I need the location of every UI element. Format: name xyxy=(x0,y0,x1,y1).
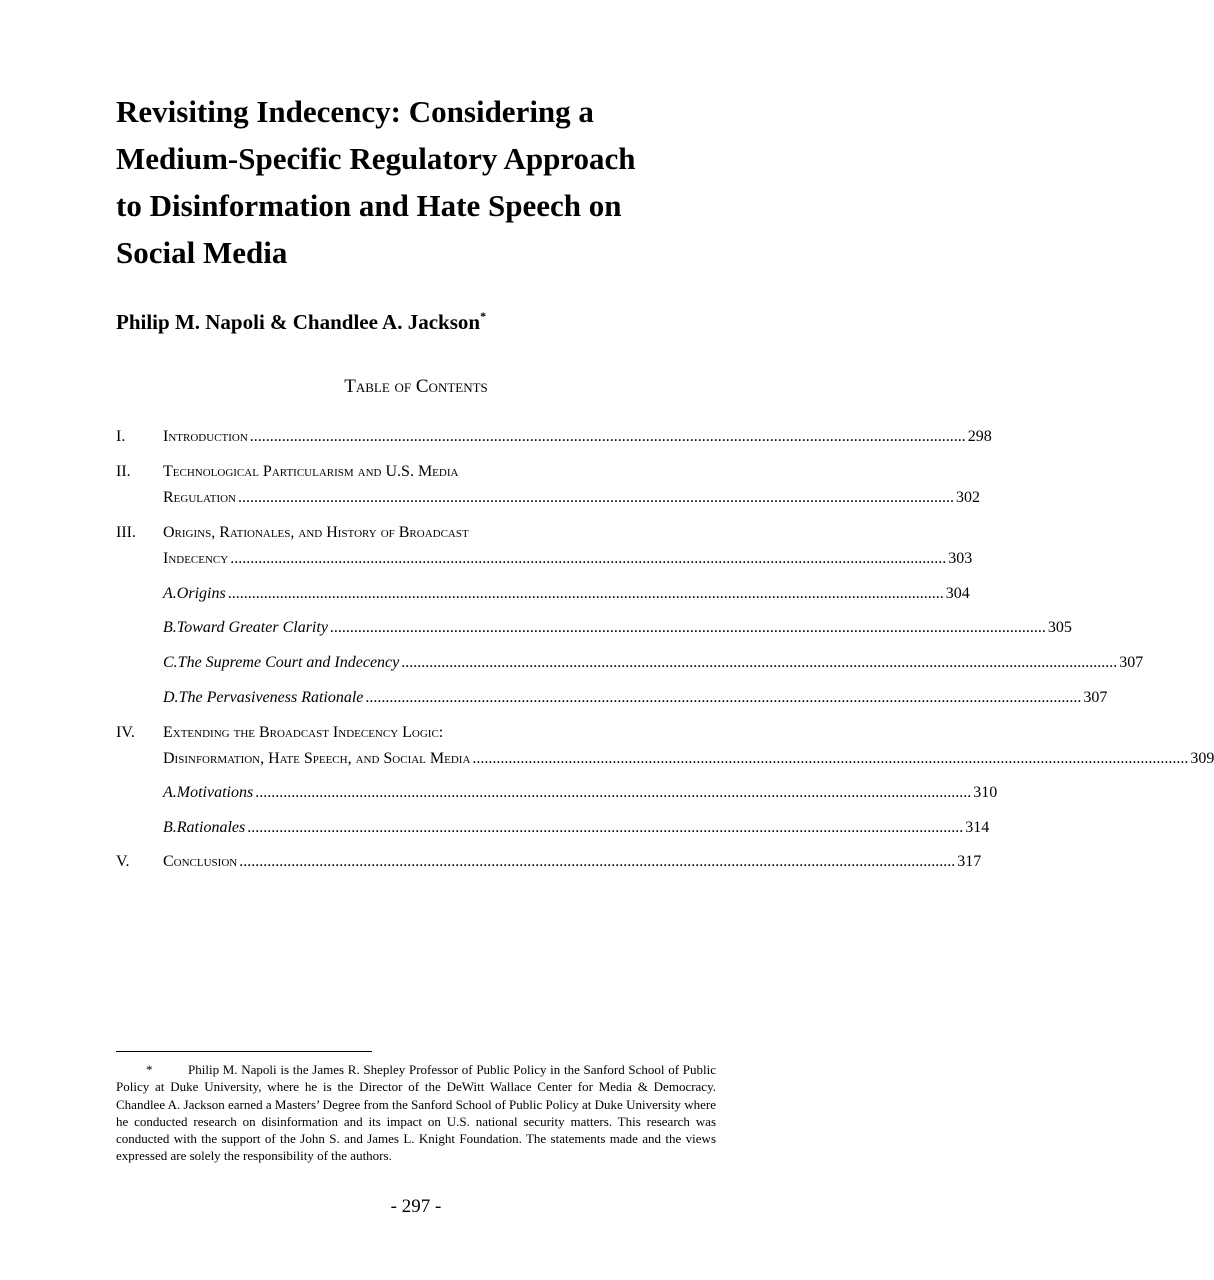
toc-subentry-letter: B. xyxy=(163,819,177,836)
toc-subentry-pervasiveness[interactable] xyxy=(116,687,1108,709)
author-names: Philip M. Napoli & Chandlee A. Jackson xyxy=(116,310,481,334)
toc-leader: ................................................................................................................................................................................... xyxy=(472,750,1189,767)
toc-entry-page: 309 xyxy=(1190,750,1214,767)
toc-entry-extending-logic[interactable] xyxy=(116,722,710,744)
toc-entry-page: 307 xyxy=(1119,654,1144,671)
toc-leader: ................................................................................................................................................................................... xyxy=(239,853,956,870)
footnote xyxy=(116,1061,716,1165)
author-footnote-mark[interactable]: * xyxy=(480,309,487,323)
toc-leader: ................................................................................................................................................................................... xyxy=(227,585,944,602)
toc-subentry-motivations[interactable] xyxy=(116,782,998,804)
toc-entry-page: 298 xyxy=(967,428,992,445)
toc-entry-origins-rationales-cont[interactable] xyxy=(116,548,973,570)
toc-entry-row xyxy=(163,487,980,509)
toc-entry-number: IV. xyxy=(116,724,135,741)
toc-leader: ................................................................................................................................................................................... xyxy=(365,689,1082,706)
toc-leader: ................................................................................................................................................................................... xyxy=(249,428,966,445)
toc-entry-extending-logic-cont[interactable] xyxy=(116,748,1214,770)
toc-entry-page: 317 xyxy=(957,853,982,870)
title-line: Revisiting Indecency: Considering a xyxy=(116,94,594,129)
toc-entry-origins-rationales[interactable] xyxy=(116,522,710,544)
toc-subentry-letter: D. xyxy=(163,689,179,706)
toc-subentry-supreme-court[interactable] xyxy=(116,652,1144,674)
toc-entry-number: I. xyxy=(116,428,126,445)
toc-entry-row xyxy=(163,782,998,804)
toc-subentry-letter: A. xyxy=(163,585,177,602)
toc-subentry-rationales[interactable] xyxy=(116,817,990,839)
toc-entry-title: Conclusion xyxy=(163,853,238,870)
toc-entry-page: 304 xyxy=(945,585,970,602)
toc-entry-technological-particularism[interactable] xyxy=(116,461,710,483)
toc-heading: Table of Contents xyxy=(344,376,488,397)
toc-entry-technological-particularism-cont[interactable] xyxy=(116,487,980,509)
toc-entry-page: 314 xyxy=(965,819,990,836)
toc-entry-title-line1: Origins, Rationales, and History of Broadcast xyxy=(163,524,469,541)
toc-subentry-letter: A. xyxy=(163,784,177,801)
toc-entry-title: Toward Greater Clarity xyxy=(176,619,328,636)
toc-entry-title-line1: Technological Particularism and U.S. Media xyxy=(163,463,459,480)
toc-entry-page: 307 xyxy=(1083,689,1108,706)
toc-entry-page: 303 xyxy=(948,550,973,567)
toc-entry-introduction[interactable] xyxy=(116,426,992,448)
toc-leader: ................................................................................................................................................................................... xyxy=(238,489,954,506)
toc-subentry-toward-greater-clarity[interactable] xyxy=(116,617,1072,639)
toc-entry-title: Introduction xyxy=(163,428,248,445)
toc-subentry-letter: C. xyxy=(163,654,178,671)
page-number: - 297 - xyxy=(390,1196,442,1217)
toc-entry-title: Motivations xyxy=(176,784,254,801)
toc-entry-title: The Supreme Court and Indecency xyxy=(177,654,400,671)
footnote-mark: * xyxy=(146,1062,153,1077)
toc-entry-title: Disinformation, Hate Speech, and Social Media xyxy=(163,750,471,767)
toc-entry-conclusion[interactable] xyxy=(116,851,982,873)
toc-entry-number: II. xyxy=(116,463,131,480)
toc-entry-row xyxy=(163,817,990,839)
footnote-separator xyxy=(116,1051,372,1052)
toc-leader: ................................................................................................................................................................................... xyxy=(401,654,1118,671)
toc-entry-title: Indecency xyxy=(163,550,229,567)
toc-entry-row xyxy=(163,652,1144,674)
toc-leader: ................................................................................................................................................................................... xyxy=(255,784,972,801)
toc-subentry-origins[interactable] xyxy=(116,583,970,605)
toc-entry-row xyxy=(163,548,973,570)
toc-entry-title: Rationales xyxy=(176,819,246,836)
toc-entry-title-line1: Extending the Broadcast Indecency Logic: xyxy=(163,724,444,741)
toc-entry-number: III. xyxy=(116,524,136,541)
toc-entry-row xyxy=(163,687,1108,709)
title-line: to Disinformation and Hate Speech on xyxy=(116,188,622,223)
toc-entry-number: V. xyxy=(116,853,130,870)
toc-leader: ................................................................................................................................................................................... xyxy=(247,819,964,836)
title-line: Medium-Specific Regulatory Approach xyxy=(116,141,636,176)
toc-entry-title: Regulation xyxy=(163,489,236,506)
toc-entry-row xyxy=(163,748,1214,770)
toc-entry-row xyxy=(163,851,982,873)
toc-entry-row xyxy=(163,426,992,448)
title-line: Social Media xyxy=(116,235,288,270)
toc-entry-title: The Pervasiveness Rationale xyxy=(178,689,364,706)
toc-entry-page: 305 xyxy=(1047,619,1072,636)
toc-entry-row xyxy=(163,583,970,605)
toc-subentry-letter: B. xyxy=(163,619,177,636)
toc-leader: ................................................................................................................................................................................... xyxy=(230,550,947,567)
footnote-text: Philip M. Napoli is the James R. Shepley Professor of Public Policy in the Sanford School of Public Policy at Duke University, where he is the Director of the DeWitt Wallace Center for Media & Democracy. Chandlee A. Jackson earned a Masters’ Degree from the Sanford School of Public Policy at Duke University where he conducted research on disinformation and its impact on U.S. national security matters. This research was conducted with the support of the John S. and James L. Knight Foundation. The statements made and the views expressed are solely the responsibility of the authors. xyxy=(116,1062,716,1164)
toc-entry-row xyxy=(163,617,1072,639)
article-title xyxy=(116,88,736,276)
toc-entry-title: Origins xyxy=(176,585,226,602)
toc-entry-page: 302 xyxy=(956,489,980,506)
toc-entry-page: 310 xyxy=(973,784,998,801)
toc-leader: ................................................................................................................................................................................... xyxy=(329,619,1046,636)
author-line xyxy=(116,310,486,335)
